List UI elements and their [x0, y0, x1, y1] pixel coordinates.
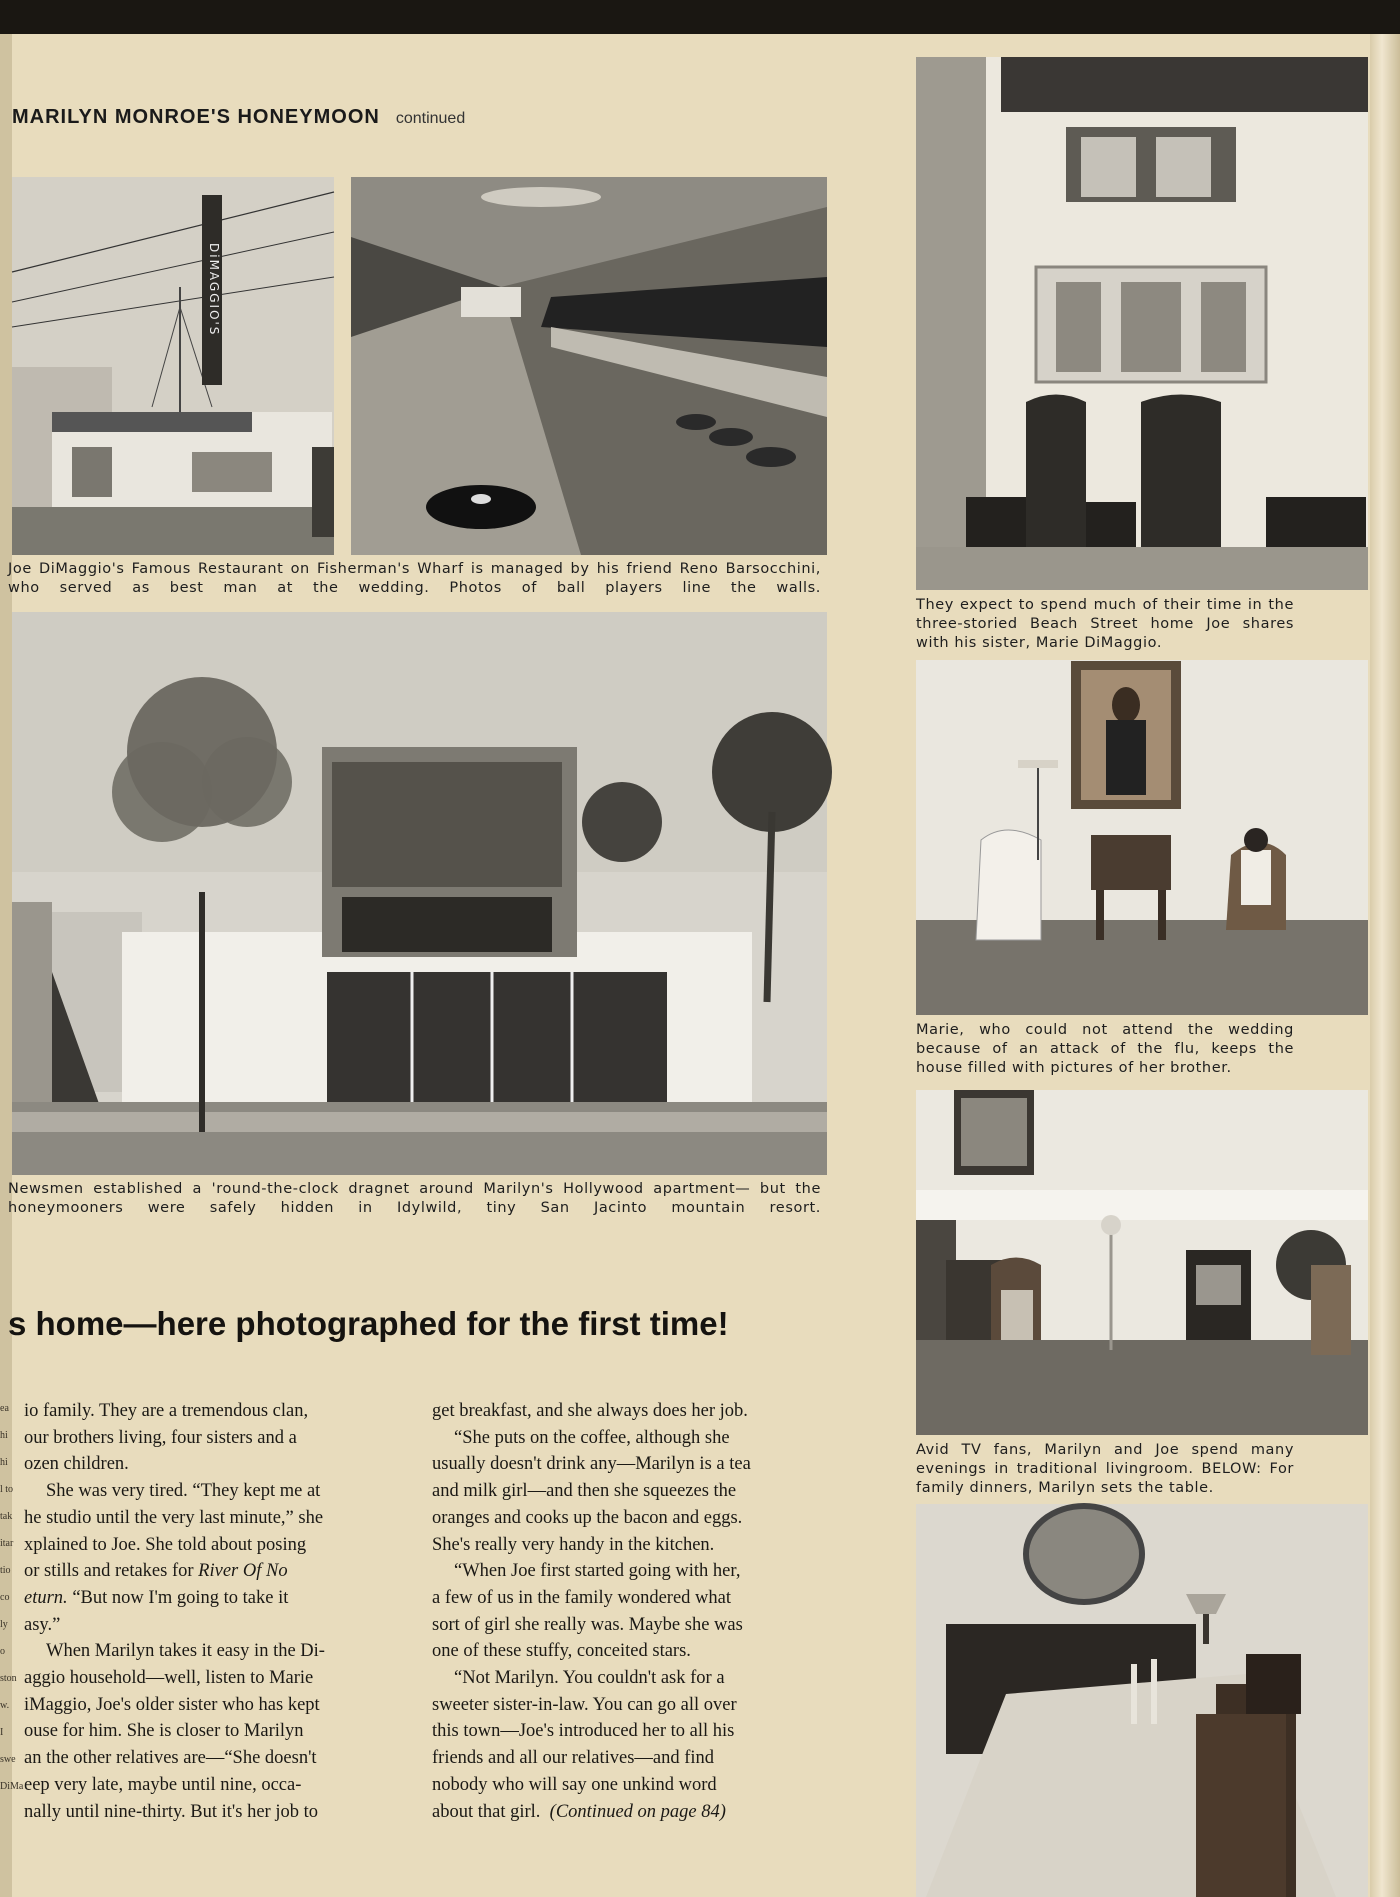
col1-line: ozen children.	[24, 1454, 129, 1475]
gutter-fragment: swe	[0, 1754, 16, 1765]
col2-line: oranges and cooks up the bacon and eggs.	[432, 1507, 743, 1528]
col2-line: sweeter sister-in-law. You can go all over	[432, 1694, 737, 1715]
col1-line: ouse for him. She is closer to Marilyn	[24, 1721, 304, 1742]
col2-line: get breakfast, and she always does her job.	[432, 1401, 748, 1421]
article-column-1	[24, 1398, 409, 1825]
col2-line: sort of girl she really was. Maybe she was	[432, 1614, 743, 1635]
col2-line	[432, 1799, 826, 1826]
running-header	[12, 106, 465, 129]
col1-line	[24, 1585, 409, 1612]
col2-line: “Not Marilyn. You couldn't ask for a	[454, 1668, 725, 1689]
article-column-2	[432, 1398, 826, 1825]
gutter-fragment: w. I	[0, 1700, 10, 1738]
photo-dining-room	[916, 1504, 1368, 1897]
top-dark-band	[0, 0, 1400, 34]
gutter-fragment: co	[0, 1592, 10, 1603]
col2-line: a few of us in the family wondered what	[432, 1587, 731, 1608]
col1-text: “But now I'm going to take it	[72, 1587, 289, 1608]
col1-line: eep very late, maybe until nine, occa-	[24, 1774, 302, 1795]
col2-line: and milk girl—and then she squeezes the	[432, 1481, 737, 1502]
col2-line: She's really very handy in the kitchen.	[432, 1534, 715, 1555]
col1-line: iMaggio, Joe's older sister who has kept	[24, 1694, 320, 1715]
header-title: MARILYN MONROE'S HONEYMOON	[12, 106, 380, 128]
gutter-fragment: tio	[0, 1565, 11, 1576]
gutter-fragment: tak	[0, 1511, 13, 1522]
caption-marie: Marie, who could not attend the wedding because of an attack of the flu, keeps the house filled with pictures of her brother.	[916, 1022, 1294, 1076]
gutter-fragment: ly o	[0, 1619, 8, 1657]
col1-line: asy.”	[24, 1614, 61, 1635]
header-continued: continued	[395, 110, 466, 127]
caption-restaurant: Joe DiMaggio's Famous Restaurant on Fisherman's Wharf is managed by his friend Reno Barsocchini, who served as best man at the wedding. Photos of ball players line the walls.	[8, 561, 821, 596]
photo-portrait-room	[916, 660, 1368, 1015]
col1-line: io family. They are a tremendous clan,	[24, 1401, 309, 1421]
col1-line: our brothers living, four sisters and a	[24, 1427, 297, 1448]
caption-beach-street: They expect to spend much of their time in the three-storied Beach Street home Joe shares with his sister, Marie DiMaggio.	[916, 597, 1294, 651]
gutter-fragment: itar	[0, 1538, 14, 1549]
caption-apartment: Newsmen established a 'round-the-clock dragnet around Marilyn's Hollywood apartment— but the honeymooners were safely hidden in Idylwild, tiny San Jacinto mountain resort.	[8, 1181, 821, 1216]
gutter-fragment: DiMa	[0, 1781, 24, 1792]
photo-hollywood-apartment	[12, 612, 827, 1175]
col1-line: When Marilyn takes it easy in the Di-	[46, 1641, 325, 1662]
gutter-fragments	[0, 1395, 24, 1835]
gutter-fragment: hi	[0, 1457, 8, 1468]
col2-line: friends and all our relatives—and find	[432, 1748, 715, 1769]
film-title: River Of No	[198, 1561, 288, 1582]
col1-line: xplained to Joe. She told about posing	[24, 1534, 307, 1555]
gutter-fragment: l to	[0, 1484, 14, 1495]
col2-line: usually doesn't drink any—Marilyn is a tea	[432, 1454, 751, 1475]
caption-tv: Avid TV fans, Marilyn and Joe spend many evenings in traditional livingroom. BELOW: For family dinners, Marilyn sets the table.	[916, 1442, 1294, 1496]
photo-beach-street-home	[916, 57, 1368, 590]
photo-tv-room	[916, 1090, 1368, 1435]
sign-dimaggios: DiMAGGIO'S	[202, 195, 222, 385]
col2-line: “When Joe first started going with her,	[454, 1561, 741, 1582]
gutter-fragment: hi	[0, 1430, 8, 1441]
gutter-fragment: ea	[0, 1403, 9, 1414]
col1-line	[24, 1558, 409, 1585]
col1-line: She was very tired. “They kept me at	[46, 1481, 321, 1502]
col2-line: one of these stuffy, conceited stars.	[432, 1641, 691, 1662]
col2-line: “She puts on the coffee, although she	[454, 1427, 730, 1448]
col1-text: or stills and retakes for	[24, 1561, 194, 1582]
film-title-end: eturn.	[24, 1587, 68, 1608]
col1-line: aggio household—well, listen to Marie	[24, 1668, 314, 1689]
right-page-edge	[1370, 34, 1400, 1897]
photo-restaurant-exterior	[12, 177, 334, 555]
gutter-fragment: ston	[0, 1673, 17, 1684]
col1-line: he studio until the very last minute,” she	[24, 1507, 324, 1528]
article-headline: s home—here photographed for the first time!	[8, 1305, 729, 1342]
col2-line: this town—Joe's introduced her to all his	[432, 1721, 735, 1742]
col1-line: nally until nine-thirty. But it's her job to	[24, 1801, 318, 1822]
photo-restaurant-interior	[351, 177, 827, 555]
col2-line: nobody who will say one unkind word	[432, 1774, 717, 1795]
continued-note: (Continued on page 84)	[549, 1801, 726, 1822]
col1-line: an the other relatives are—“She doesn't	[24, 1748, 317, 1769]
col2-text: about that girl.	[432, 1801, 541, 1822]
